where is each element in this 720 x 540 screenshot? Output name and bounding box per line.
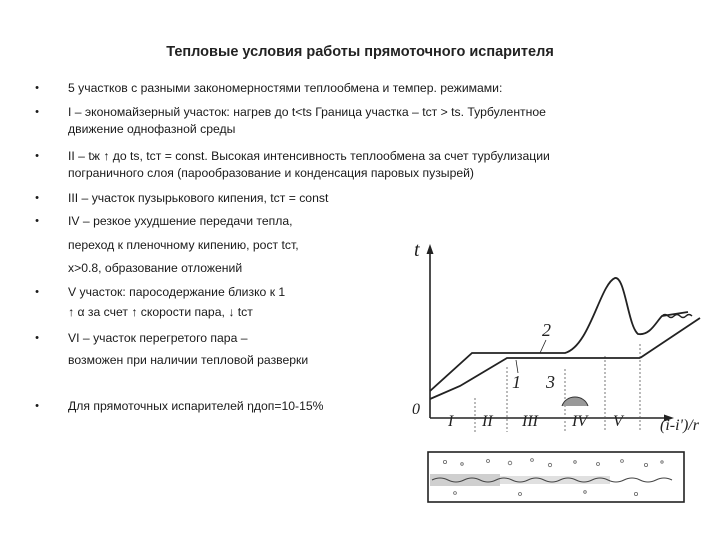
zone-label-2: II — [482, 413, 493, 430]
bullet-dot: • — [35, 215, 39, 227]
bullet-dot: • — [35, 150, 39, 162]
curve-3 — [562, 397, 588, 406]
bullet-dot: • — [35, 82, 39, 94]
bullet-line: возможен при наличии тепловой разверки — [68, 353, 309, 367]
bullet-line: VI – участок перегретого пара – — [68, 331, 248, 345]
zone-label-1: I — [448, 413, 454, 430]
curve-label-1: 1 — [512, 372, 521, 392]
bullet-line: x>0.8, образование отложений — [68, 261, 243, 275]
zone-label-3: III — [522, 413, 538, 430]
heat-transfer-diagram — [400, 236, 720, 540]
curve-label-2: 2 — [542, 320, 551, 340]
bullet-line: переход к пленочному кипению, рост tст, — [68, 238, 299, 252]
curve-label-3: 3 — [546, 372, 555, 392]
x-axis-label: (i-i')/r — [660, 417, 699, 434]
tube-boiling-layer — [500, 476, 610, 484]
y-axis-label: t — [414, 239, 420, 261]
bullet-dot: • — [35, 400, 39, 412]
curve-1-tail — [640, 318, 700, 358]
bullet-line: IV – резкое ухудшение передачи тепла, — [68, 214, 293, 228]
bullet-line: ↑ α за счет ↑ скорости пара, ↓ tст — [68, 305, 253, 319]
bullet-dot: • — [35, 192, 39, 204]
bullet-line: II – tж ↑ до ts, tст = const. Высокая интенсивность теплообмена за счет турбулизации — [68, 149, 550, 163]
tube-sketch — [428, 452, 684, 502]
curve-1-fluid — [430, 358, 640, 399]
bullet-line: пограничного слоя (парообразование и конденсация паровых пузырей) — [68, 166, 474, 180]
slide-title: Тепловые условия работы прямоточного испарителя — [166, 44, 554, 60]
y-axis-arrow — [427, 244, 434, 254]
bullet-line: V участок: паросодержание близко к 1 — [68, 285, 286, 299]
zone-label-5: V — [613, 413, 623, 430]
bullet-line: I – экономайзерный участок: нагрев до t<ts Граница участка – tст > ts. Турбулентное — [68, 105, 546, 119]
zone-label-4: IV — [572, 413, 588, 430]
bullet-line: движение однофазной среды — [68, 122, 236, 136]
bullet-line: 5 участков с разными закономерностями теплообмена и темпер. режимами: — [68, 81, 503, 95]
curve-2-wall — [430, 278, 688, 391]
bullet-dot: • — [35, 106, 39, 118]
bullet-line: III – участок пузырькового кипения, tст = const — [68, 191, 329, 205]
bullet-line: Для прямоточных испарителей ηдоп=10-15% — [68, 399, 324, 413]
bullet-dot: • — [35, 286, 39, 298]
bullet-dot: • — [35, 332, 39, 344]
origin-label: 0 — [412, 401, 420, 418]
curve-label-2-leader — [540, 340, 546, 353]
